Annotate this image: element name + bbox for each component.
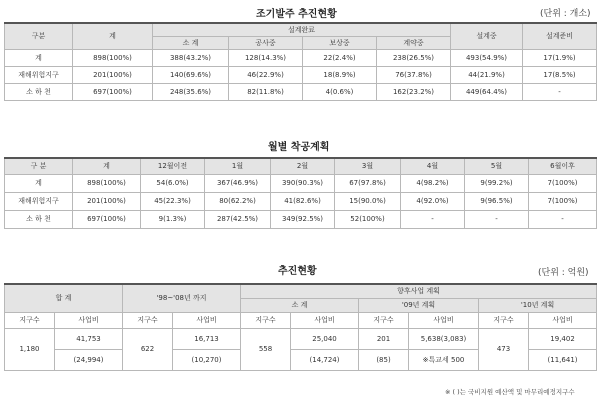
footnote: ※ ( )는 국비지원 예산액 및 마무리예정지구수 <box>445 388 575 396</box>
cell: 7(100%) <box>529 174 597 192</box>
cell: 7(100%) <box>529 192 597 210</box>
table-row <box>5 328 597 349</box>
t3-header-10: '10년 계획 <box>479 298 597 312</box>
table2-title: 월별 착공계획 <box>268 142 330 153</box>
cell: 140(69.6%) <box>153 66 229 83</box>
t1-header-category: 구분 <box>5 23 73 49</box>
row-label: 계 <box>5 49 73 66</box>
cell: 41(82.6%) <box>271 192 335 210</box>
t2-header: 1월 <box>205 158 271 174</box>
y09-cost: 5,638(3,083) <box>409 328 479 349</box>
subtotal-cost: 25,040 <box>291 328 359 349</box>
t2-header: 4월 <box>401 158 465 174</box>
cell: 76(37.8%) <box>377 66 451 83</box>
table-row <box>5 49 597 66</box>
y10-cost-sub: (11,641) <box>529 349 597 370</box>
past-cost-sub: (10,270) <box>173 349 241 370</box>
cell: 162(23.2%) <box>377 83 451 100</box>
past-cost: 16,713 <box>173 328 241 349</box>
row-label: 재해위험지구 <box>5 66 73 83</box>
table-row <box>5 174 597 192</box>
table3-unit: (단위 : 억원) <box>538 268 589 278</box>
total-count: 1,180 <box>5 328 55 370</box>
cell: 449(64.4%) <box>451 83 523 100</box>
progress-table <box>4 283 597 371</box>
y09-cost-sub: ※특교세 500 <box>409 349 479 370</box>
total-cost: 41,753 <box>55 328 123 349</box>
cell: 4(98.2%) <box>401 174 465 192</box>
t1-header-sub: 계약중 <box>377 36 451 49</box>
cell: 4(92.0%) <box>401 192 465 210</box>
table1-unit: (단위 : 개소) <box>540 9 591 19</box>
t2-header: 12월이전 <box>141 158 205 174</box>
cell: 388(43.2%) <box>153 49 229 66</box>
cell: 128(14.3%) <box>229 49 303 66</box>
row-label: 계 <box>5 174 73 192</box>
past-count: 622 <box>123 328 173 370</box>
t1-header-prep: 설계준비 <box>523 23 597 49</box>
t1-header-total: 계 <box>73 23 153 49</box>
cell: 44(21.9%) <box>451 66 523 83</box>
early-order-table <box>4 22 597 101</box>
t1-header-sub: 보상중 <box>303 36 377 49</box>
row-label: 소 하 천 <box>5 210 73 228</box>
t3-header-cost: 사업비 <box>409 312 479 328</box>
cell: 898(100%) <box>73 174 141 192</box>
cell: 287(42.5%) <box>205 210 271 228</box>
t3-header-cost: 사업비 <box>173 312 241 328</box>
table-row <box>5 66 597 83</box>
t1-header-sub: 소 계 <box>153 36 229 49</box>
subtotal-cost-sub: (14,724) <box>291 349 359 370</box>
cell: 248(35.6%) <box>153 83 229 100</box>
cell: 201(100%) <box>73 192 141 210</box>
y09-count-sub: (85) <box>359 349 409 370</box>
t3-header-subtotal: 소 계 <box>241 298 359 312</box>
cell: - <box>401 210 465 228</box>
table-row <box>5 192 597 210</box>
cell: 17(1.9%) <box>523 49 597 66</box>
t3-header-past: '98~'08년 까지 <box>123 284 241 312</box>
table-row <box>5 210 597 228</box>
cell: 349(92.5%) <box>271 210 335 228</box>
cell: 9(99.2%) <box>465 174 529 192</box>
cell: 18(8.9%) <box>303 66 377 83</box>
total-cost-sub: (24,994) <box>55 349 123 370</box>
cell: 67(97.8%) <box>335 174 401 192</box>
t2-header: 계 <box>73 158 141 174</box>
cell: 17(8.5%) <box>523 66 597 83</box>
cell: 82(11.8%) <box>229 83 303 100</box>
cell: 898(100%) <box>73 49 153 66</box>
t2-header: 3월 <box>335 158 401 174</box>
t3-header-cost: 사업비 <box>529 312 597 328</box>
cell: 22(2.4%) <box>303 49 377 66</box>
cell: - <box>523 83 597 100</box>
y10-cost: 19,402 <box>529 328 597 349</box>
cell: 390(90.3%) <box>271 174 335 192</box>
t3-header-count: 지구수 <box>359 312 409 328</box>
t3-header-cost: 사업비 <box>55 312 123 328</box>
t2-header: 구 분 <box>5 158 73 174</box>
y10-count: 473 <box>479 328 529 370</box>
cell: 9(1.3%) <box>141 210 205 228</box>
y09-count: 201 <box>359 328 409 349</box>
cell: 52(100%) <box>335 210 401 228</box>
row-label: 재해위험지구 <box>5 192 73 210</box>
t2-header: 5월 <box>465 158 529 174</box>
cell: 80(62.2%) <box>205 192 271 210</box>
t3-header-count: 지구수 <box>5 312 55 328</box>
cell: 697(100%) <box>73 83 153 100</box>
cell: 46(22.9%) <box>229 66 303 83</box>
cell: 15(90.0%) <box>335 192 401 210</box>
t3-header-total: 합 계 <box>5 284 123 312</box>
monthly-schedule-table <box>4 157 597 229</box>
cell: 4(0.6%) <box>303 83 377 100</box>
cell: 367(46.9%) <box>205 174 271 192</box>
cell: 493(54.9%) <box>451 49 523 66</box>
cell: - <box>465 210 529 228</box>
t3-header-09: '09년 계획 <box>359 298 479 312</box>
t2-header: 2월 <box>271 158 335 174</box>
cell: 697(100%) <box>73 210 141 228</box>
table3-title: 추진현황 <box>278 266 317 277</box>
cell: - <box>529 210 597 228</box>
t3-header-count: 지구수 <box>479 312 529 328</box>
t1-header-design-done: 설계완료 <box>153 23 451 36</box>
table1-title: 조기발주 추진현황 <box>256 9 337 20</box>
row-label: 소 하 천 <box>5 83 73 100</box>
subtotal-count: 558 <box>241 328 291 370</box>
cell: 54(6.0%) <box>141 174 205 192</box>
cell: 201(100%) <box>73 66 153 83</box>
t3-header-count: 지구수 <box>123 312 173 328</box>
t3-header-future: 향후사업 계획 <box>241 284 597 298</box>
t3-header-count: 지구수 <box>241 312 291 328</box>
cell: 9(96.5%) <box>465 192 529 210</box>
t3-header-cost: 사업비 <box>291 312 359 328</box>
cell: 45(22.3%) <box>141 192 205 210</box>
t1-header-designing: 설계중 <box>451 23 523 49</box>
cell: 238(26.5%) <box>377 49 451 66</box>
t2-header: 6월이후 <box>529 158 597 174</box>
table-row <box>5 83 597 100</box>
t1-header-sub: 공사중 <box>229 36 303 49</box>
